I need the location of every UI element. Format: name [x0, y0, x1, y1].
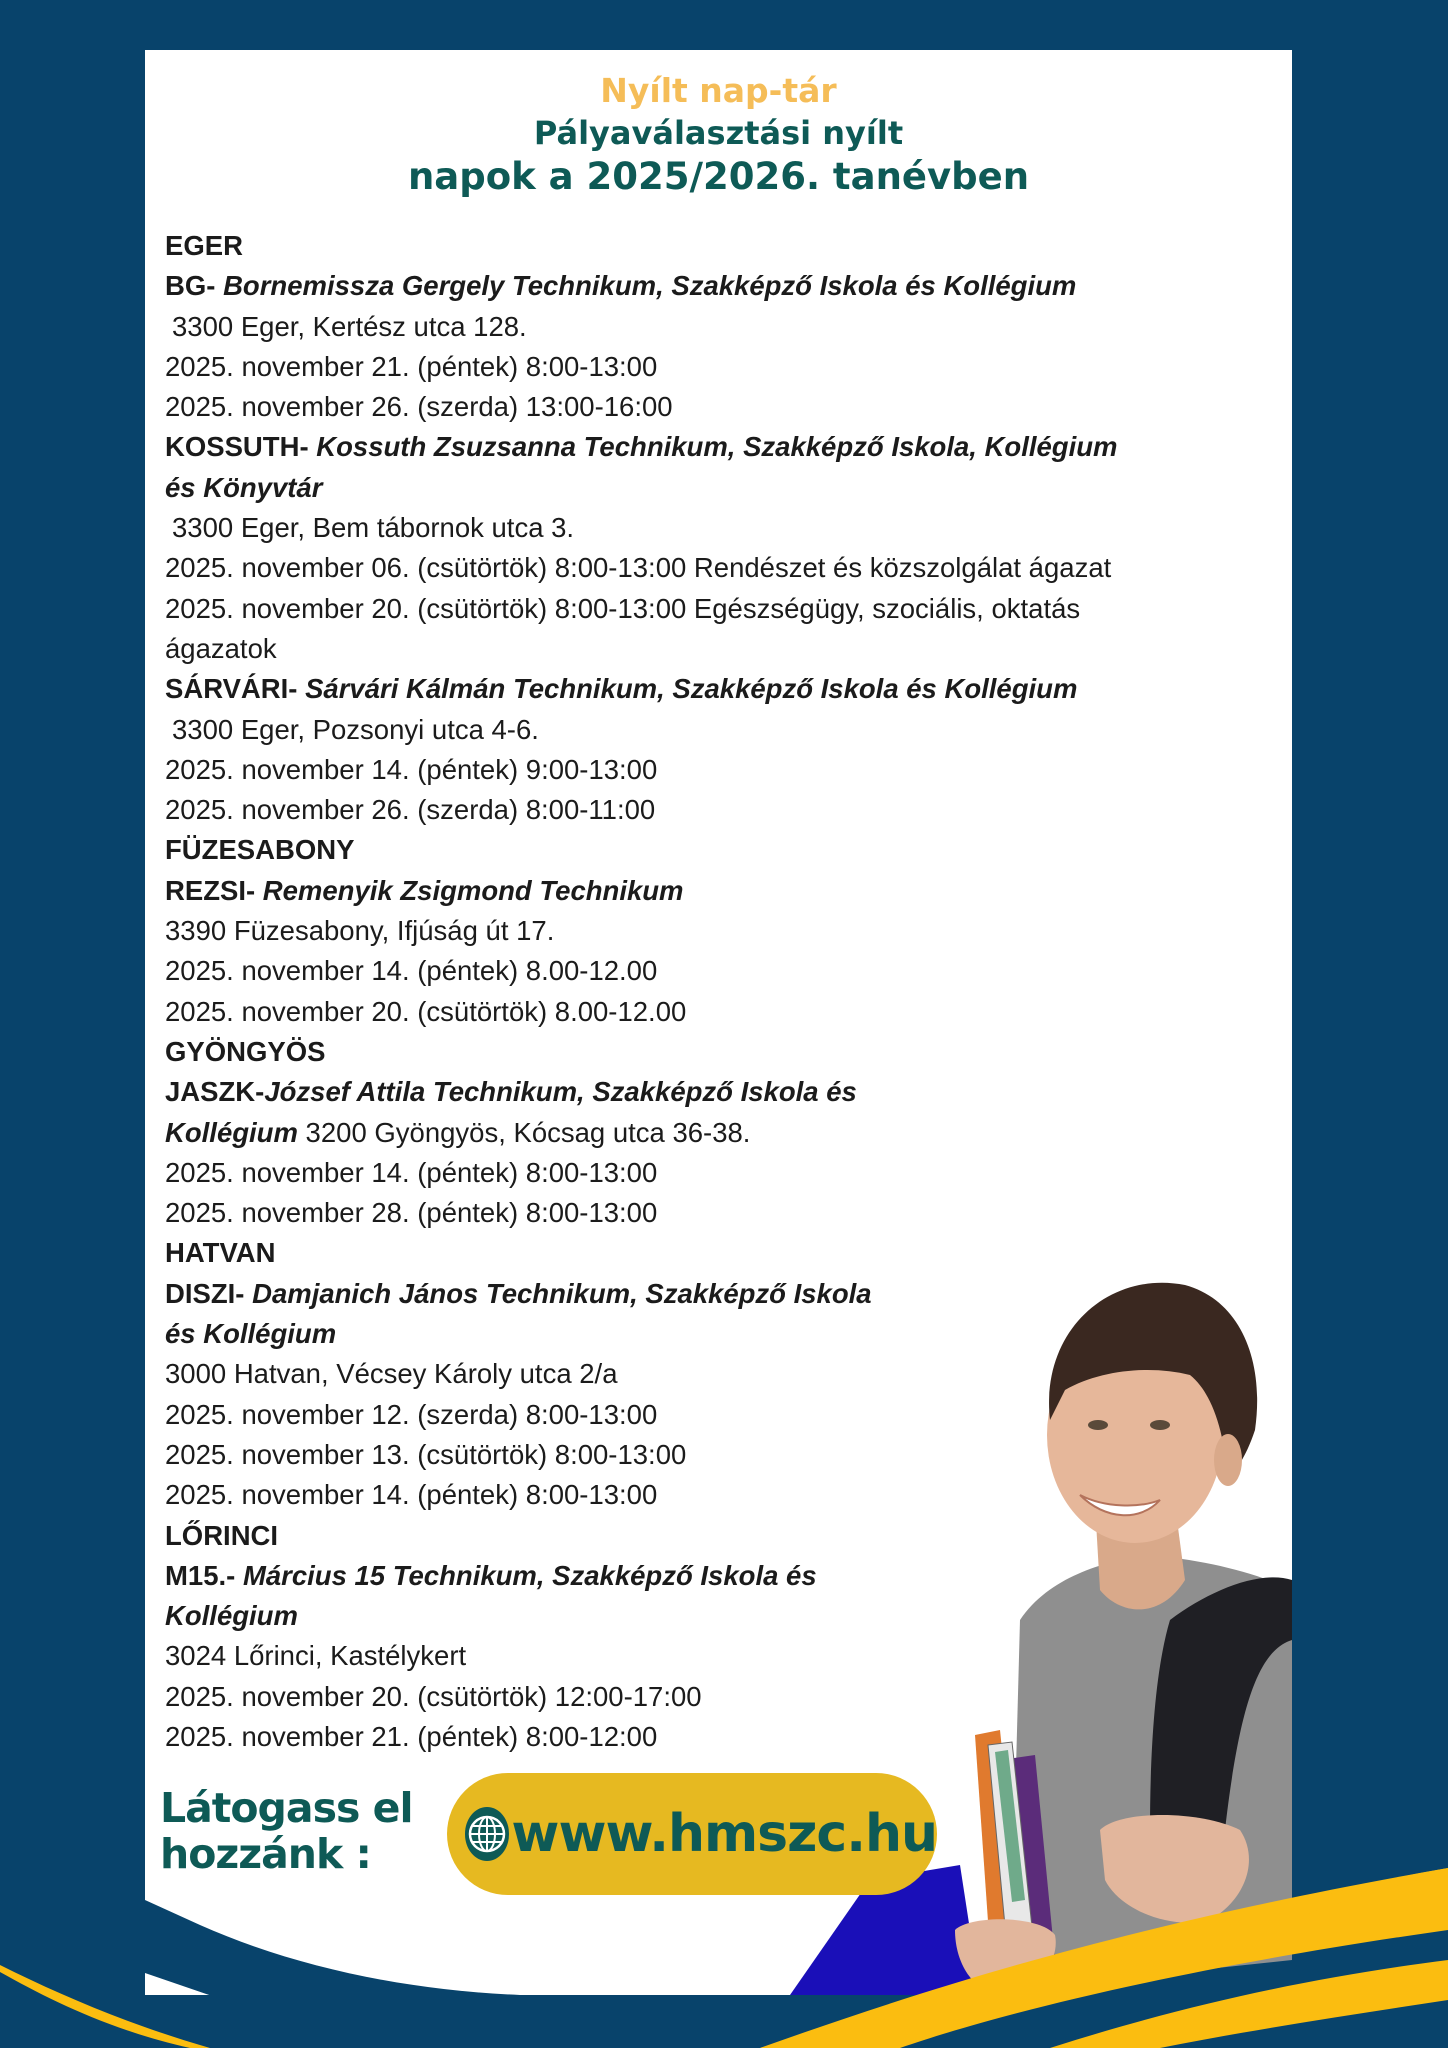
city-heading: GYÖNGYÖS	[165, 1035, 326, 1067]
website-url[interactable]: www.hmszc.hu	[511, 1804, 937, 1864]
school-address: 3300 Eger, Pozsonyi utca 4-6.	[172, 713, 539, 745]
globe-icon	[465, 1807, 509, 1861]
school-address: 3390 Füzesabony, Ifjúság út 17.	[165, 915, 555, 947]
school-title	[165, 1556, 1290, 1596]
school-title	[165, 871, 1290, 911]
school-name-cont: és Kollégium	[165, 1318, 337, 1350]
open-day-date: 2025. november 20. (csütörtök) 8:00-13:00 Egészségügy, szociális, oktatás	[165, 592, 1081, 624]
city-heading: LŐRINCI	[165, 1519, 279, 1551]
school-code: KOSSUTH-	[165, 431, 317, 463]
school-code: REZSI-	[165, 874, 263, 906]
school-code: DISZI-	[165, 1277, 253, 1309]
school-address: 3300 Eger, Bem tábornok utca 3.	[172, 512, 575, 544]
school-title-cont	[165, 1113, 1290, 1153]
school-name: Remenyik Zsigmond Technikum	[262, 874, 684, 906]
city-heading: EGER	[165, 230, 243, 261]
white-wedge	[145, 1973, 215, 1997]
open-day-date: 2025. november 14. (péntek) 8:00-13:00	[165, 1479, 658, 1511]
school-name-cont: Kollégium	[165, 1600, 298, 1632]
school-name: József Attila Technikum, Szakképző Iskola és	[264, 1076, 857, 1108]
open-day-date: 2025. november 14. (péntek) 8:00-13:00	[165, 1156, 658, 1188]
school-name: Damjanich János Technikum, Szakképző Iskola	[252, 1277, 872, 1309]
schedule-panel	[145, 50, 1292, 1878]
school-code: M15.-	[165, 1559, 243, 1591]
open-day-date: 2025. november 06. (csütörtök) 8:00-13:00 Rendészet és közszolgálat ágazat	[165, 552, 1112, 584]
school-title	[165, 1072, 1290, 1112]
school-name-cont: Kollégium	[165, 1116, 298, 1148]
open-day-date: 2025. november 21. (péntek) 8:00-12:00	[165, 1720, 658, 1752]
open-day-date: 2025. november 28. (péntek) 8:00-13:00	[165, 1197, 658, 1229]
open-day-date: 2025. november 14. (péntek) 9:00-13:00	[165, 753, 658, 785]
city-heading: FÜZESABONY	[165, 834, 355, 866]
city-heading: HATVAN	[165, 1237, 276, 1269]
school-address: 3300 Eger, Kertész utca 128.	[172, 310, 527, 342]
school-title	[165, 1274, 1290, 1314]
open-day-date: 2025. november 20. (csütörtök) 12:00-17:00	[165, 1680, 702, 1712]
header-kicker: Nyílt nap-tár	[600, 71, 837, 110]
school-code: BG-	[165, 270, 224, 302]
school-name: Március 15 Technikum, Szakképző Iskola és	[242, 1559, 817, 1591]
school-address: 3024 Lőrinci, Kastélykert	[165, 1640, 467, 1672]
school-title	[165, 427, 1290, 467]
school-name: Kossuth Zsuzsanna Technikum, Szakképző Iskola, Kollégium	[316, 431, 1118, 463]
school-code: JASZK-	[165, 1076, 265, 1108]
header-title-line1: Pályaválasztási nyílt	[533, 114, 904, 152]
open-day-date: 2025. november 13. (csütörtök) 8:00-13:00	[165, 1438, 687, 1470]
open-day-date-cont: ágazatok	[165, 632, 277, 664]
open-day-date: 2025. november 26. (szerda) 8:00-11:00	[165, 794, 656, 826]
school-title	[165, 266, 1290, 306]
visit-us-cta	[160, 1785, 413, 1877]
school-name: Sárvári Kálmán Technikum, Szakképző Iskola és Kollégium	[305, 673, 1078, 705]
cta-line1: Látogass el	[160, 1784, 413, 1832]
school-title	[165, 669, 1290, 709]
open-day-date: 2025. november 12. (szerda) 8:00-13:00	[165, 1398, 658, 1430]
header	[145, 70, 1292, 200]
school-code: SÁRVÁRI-	[165, 673, 306, 705]
header-title-line2: napok a 2025/2026. tanévben	[407, 155, 1030, 198]
school-address: 3000 Hatvan, Vécsey Károly utca 2/a	[165, 1358, 618, 1390]
school-name: Bornemissza Gergely Technikum, Szakképző Iskola és Kollégium	[223, 270, 1077, 302]
open-day-date: 2025. november 21. (péntek) 8:00-13:00	[165, 350, 658, 382]
school-address: 3200 Gyöngyös, Kócsag utca 36-38.	[297, 1116, 751, 1148]
open-day-date: 2025. november 14. (péntek) 8.00-12.00	[165, 955, 658, 987]
open-day-date: 2025. november 26. (szerda) 13:00-16:00	[165, 391, 673, 423]
website-link[interactable]	[447, 1773, 937, 1895]
school-name-cont: és Könyvtár	[165, 471, 323, 503]
cta-line2: hozzánk :	[160, 1830, 371, 1878]
open-day-date: 2025. november 20. (csütörtök) 8.00-12.00	[165, 995, 687, 1027]
open-days-list	[165, 226, 1290, 1757]
